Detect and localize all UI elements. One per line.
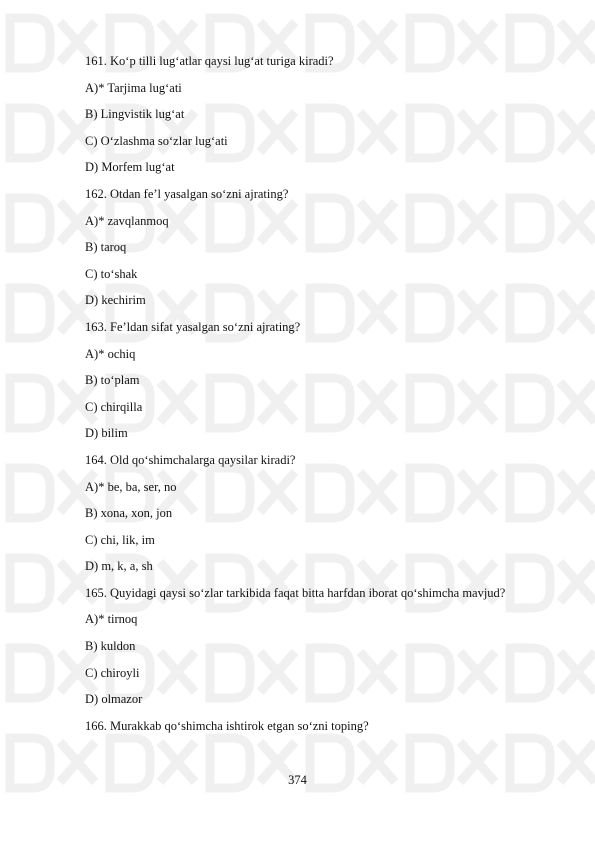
question-166: 166. Murakkab qo‘shimcha ishtirok etgan so‘zni toping? [85,718,369,733]
answer-option-b: B) xona, xon, jon [85,506,173,521]
answer-option-d: D) olmazor [85,692,143,707]
answer-option-b: B) to‘plam [85,373,140,388]
answer-option-a: A)* zavqlanmoq [85,213,169,228]
answer-option-d: D) kechirim [85,293,146,308]
question-163: 163. Fe’ldan sifat yasalgan so‘zni ajrating? [85,319,301,334]
question-162: 162. Otdan fe’l yasalgan so‘zni ajrating? [85,186,289,201]
question-161: 161. Ko‘p tilli lug‘atlar qaysi lug‘at turiga kiradi? [85,54,334,68]
answer-option-b: B) Lingvistik lug‘at [85,107,185,122]
answer-option-a: A)* Tarjima lug‘ati [85,80,182,95]
question-165: 165. Quyidagi qaysi so‘zlar tarkibida faqat bitta harfdan iborat qo‘shimcha mavjud? [85,585,506,600]
answer-option-b: B) kuldon [85,639,136,654]
answer-option-b: B) taroq [85,240,127,255]
answer-option-c: C) to‘shak [85,266,138,281]
answer-option-d: D) Morfem lug‘at [85,160,175,175]
answer-option-c: C) chirqilla [85,399,143,414]
answer-option-c: C) chiroyli [85,665,140,680]
answer-option-d: D) m, k, a, sh [85,559,153,574]
answer-option-d: D) bilim [85,426,128,441]
answer-option-c: C) O‘zlashma so‘zlar lug‘ati [85,133,228,148]
answer-option-a: A)* ochiq [85,346,136,361]
question-164: 164. Old qo‘shimchalarga qaysilar kiradi? [85,452,296,467]
answer-option-a: A)* be, ba, ser, no [85,479,177,494]
question-list [85,53,511,744]
answer-option-a: A)* tirnoq [85,612,138,627]
page-number: 374 [288,773,307,787]
answer-option-c: C) chi, lik, im [85,532,155,547]
